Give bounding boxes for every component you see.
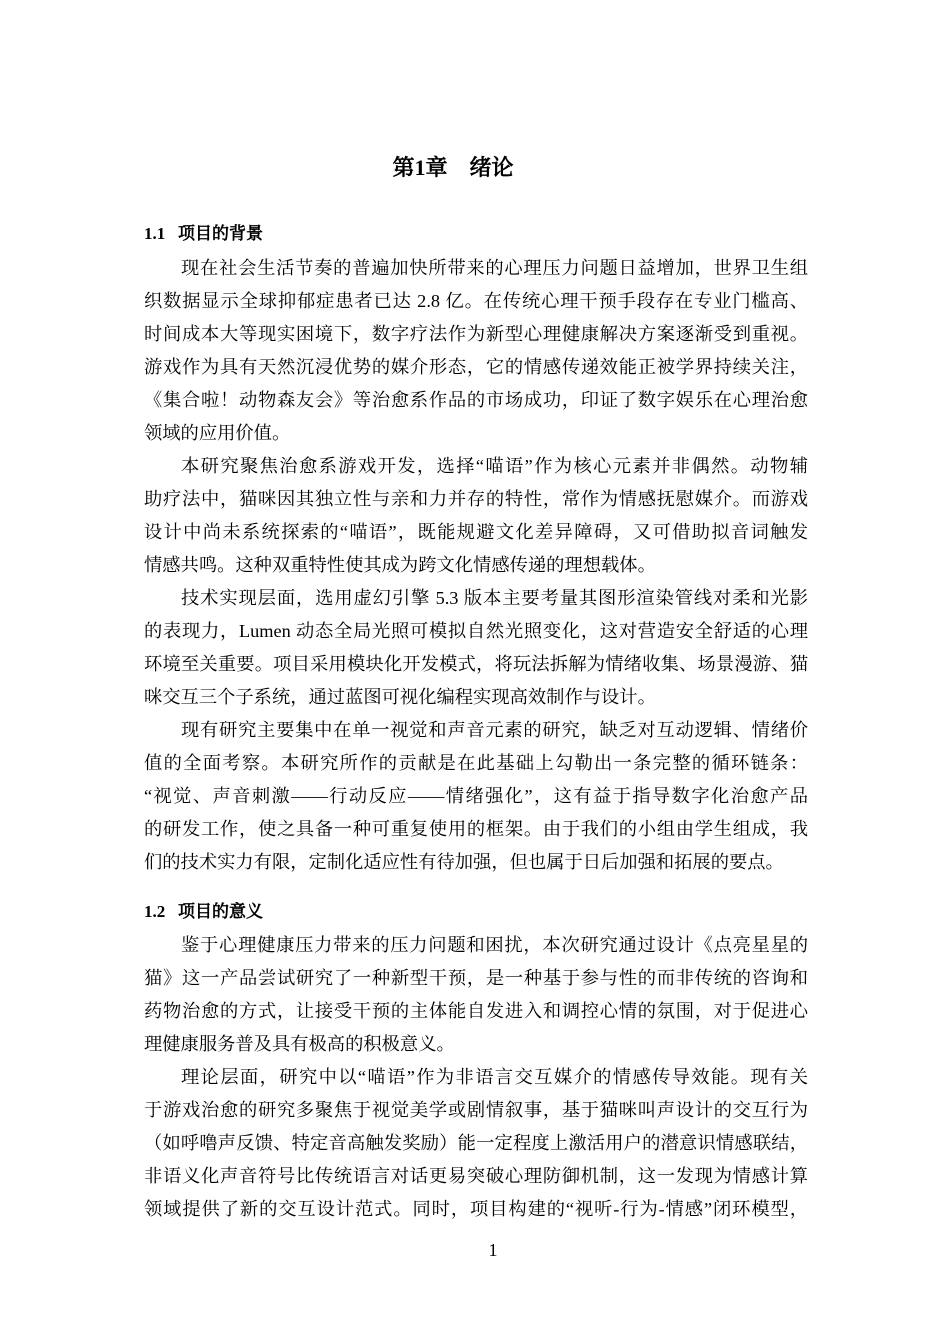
text-line: 设计中尚未系统探索的“喵语”，既能规避文化差异障碍，又可借助拟音词触发 <box>144 522 808 542</box>
text-line: 鉴于心理健康压力带来的压力问题和困扰，本次研究通过设计《点亮星星的 <box>181 935 808 955</box>
text-line: 非语义化声音符号比传统语言对话更易突破心理防御机制，这一发现为情感计算 <box>144 1166 808 1186</box>
text-line: 游戏作为具有天然沉浸优势的媒介形态，它的情感传递效能正被学界持续关注， <box>144 357 808 377</box>
text-line: 织数据显示全球抑郁症患者已达 2.8 亿。在传统心理干预手段存在专业门槛高、 <box>144 291 808 311</box>
text-line: 助疗法中，猫咪因其独立性与亲和力并存的特性，常作为情感抚慰媒介。而游戏 <box>144 489 808 509</box>
paragraph <box>144 714 808 879</box>
text-line: 现有研究主要集中在单一视觉和声音元素的研究，缺乏对互动逻辑、情绪价 <box>181 720 808 740</box>
text-line: 药物治愈的方式，让接受干预的主体能自发进入和调控心情的氛围，对于促进心 <box>144 1001 808 1021</box>
text-line: 值的全面考察。本研究所作的贡献是在此基础上勾勒出一条完整的循环链条： <box>144 753 808 773</box>
section-heading-1-2: 1.2 项目的意义 <box>144 902 263 921</box>
section-heading-1-1: 1.1 项目的背景 <box>144 224 263 243</box>
section-body-1-1 <box>144 252 808 879</box>
paragraph <box>144 252 808 450</box>
section-body-1-2 <box>144 929 808 1226</box>
text-line: 咪交互三个子系统，通过蓝图可视化编程实现高效制作与设计。 <box>144 687 656 707</box>
text-line: 理论层面，研究中以“喵语”作为非语言交互媒介的情感传导效能。现有关 <box>181 1067 808 1087</box>
paragraph <box>144 929 808 1061</box>
chapter-title: 第1章 绪论 <box>392 155 514 180</box>
text-line: 时间成本大等现实困境下，数字疗法作为新型心理健康解决方案逐渐受到重视。 <box>144 324 808 344</box>
text-line: 现在社会生活节奏的普遍加快所带来的心理压力问题日益增加，世界卫生组 <box>181 258 808 278</box>
text-line: 领域的应用价值。 <box>144 423 291 443</box>
text-line: （如呼噜声反馈、特定音高触发奖励）能一定程度上激活用户的潜意识情感联结， <box>144 1133 808 1153</box>
text-line: 领域提供了新的交互设计范式。同时，项目构建的“视听-行为-情感”闭环模型， <box>144 1199 808 1219</box>
paragraph <box>144 1061 808 1226</box>
text-line: 情感共鸣。这种双重特性使其成为跨文化情感传递的理想载体。 <box>144 555 656 575</box>
text-line: 们的技术实力有限，定制化适应性有待加强，但也属于日后加强和拓展的要点。 <box>144 852 784 872</box>
text-line: 的表现力，Lumen 动态全局光照可模拟自然光照变化，这对营造安全舒适的心理 <box>144 621 808 641</box>
text-line: 的研发工作，使之具备一种可重复使用的框架。由于我们的小组由学生组成，我 <box>144 819 808 839</box>
text-line: 环境至关重要。项目采用模块化开发模式，将玩法拆解为情绪收集、场景漫游、猫 <box>144 654 808 674</box>
text-line: “视觉、声音刺激——行动反应——情绪强化”，这有益于指导数字化治愈产品 <box>144 786 808 806</box>
text-line: 本研究聚焦治愈系游戏开发，选择“喵语”作为核心元素并非偶然。动物辅 <box>181 456 808 476</box>
text-line: 《集合啦！动物森友会》等治愈系作品的市场成功，印证了数字娱乐在心理治愈 <box>144 390 808 410</box>
text-line: 技术实现层面，选用虚幻引擎 5.3 版本主要考量其图形渲染管线对柔和光影 <box>181 588 808 608</box>
text-line: 于游戏治愈的研究多聚焦于视觉美学或剧情叙事，基于猫咪叫声设计的交互行为 <box>144 1100 808 1120</box>
paragraph <box>144 582 808 714</box>
paragraph <box>144 450 808 582</box>
text-line: 猫》这一产品尝试研究了一种新型干预，是一种基于参与性的而非传统的咨询和 <box>144 968 808 988</box>
text-line: 理健康服务普及具有极高的积极意义。 <box>144 1034 455 1054</box>
page-number: 1 <box>488 1240 498 1260</box>
